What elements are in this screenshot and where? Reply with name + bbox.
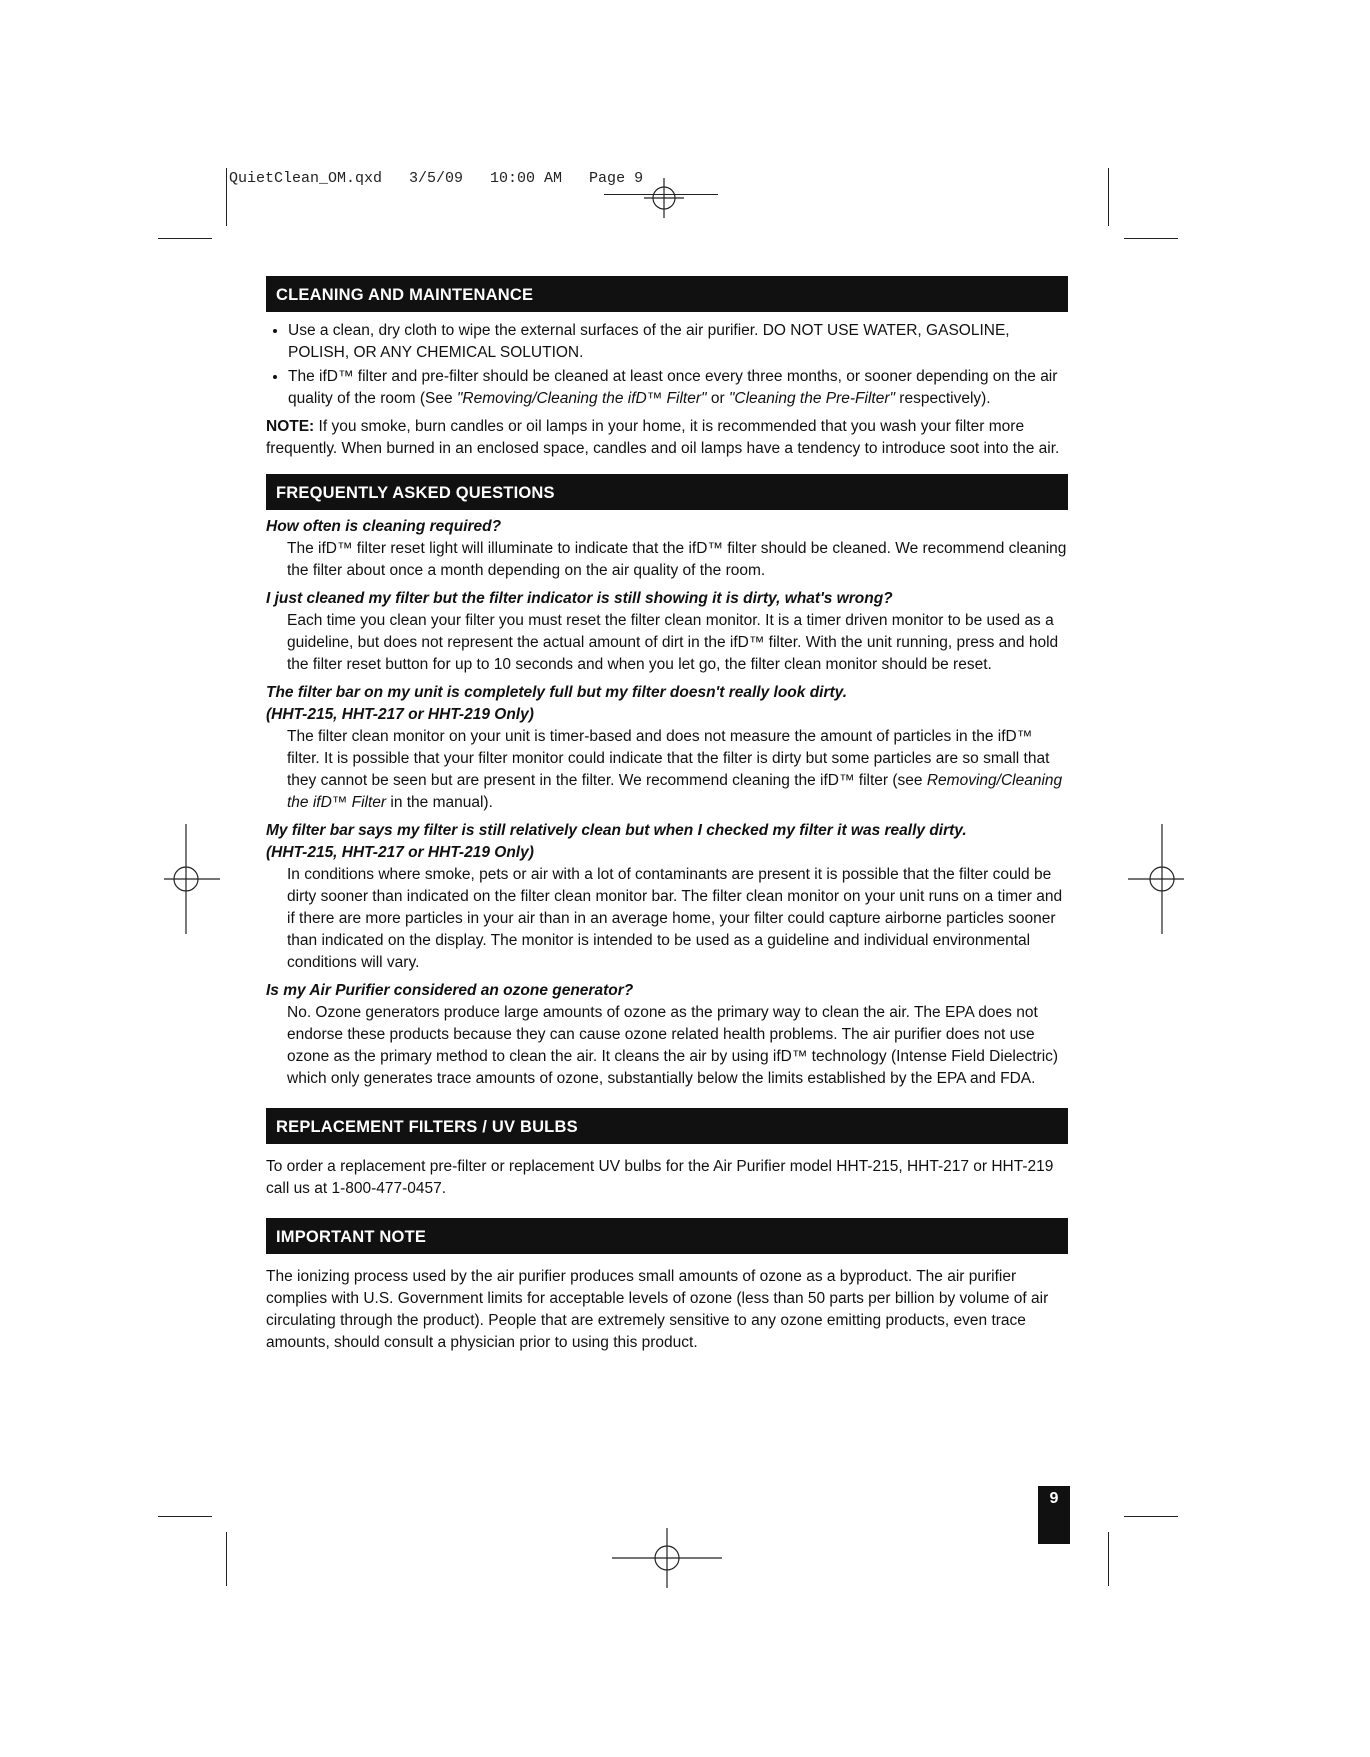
cleaning-bullet-2-or: or — [706, 390, 729, 407]
faq-answer-5: No. Ozone generators produce large amounts of ozone as the primary way to clean the air. The EPA does not endorse these products because they can cause ozone related health problems. The air purifier does not use ozone as the primary method to clean the air. It cleans the air by using ifD™ technology (Intense Field Dielectric) which only generates trace amounts of ozone, substantially below the limits established by the EPA and FDA. — [287, 1004, 1059, 1087]
crop-mark-top-left-vertical — [226, 168, 227, 226]
cleaning-bullet-list — [266, 320, 1068, 410]
faq-question-3 — [266, 682, 1068, 726]
note-text: If you smoke, burn candles or oil lamps in your home, it is recommended that you wash your filter more frequently. When burned in an enclosed space, candles and oil lamps have a tendency to introduce soot into the air. — [266, 418, 1060, 457]
crop-mark-bottom-left-horizontal — [158, 1516, 212, 1517]
faq-question-1: How often is cleaning required? — [266, 518, 502, 535]
cleaning-bullet-1: Use a clean, dry cloth to wipe the external surfaces of the air purifier. DO NOT USE WATER, GASOLINE, POLISH, OR ANY CHEMICAL SOLUTION. — [288, 322, 1010, 361]
faq-answer-3-end: in the manual). — [386, 794, 493, 811]
page-number-tab: 9 — [1038, 1486, 1070, 1544]
print-slug: QuietClean_OM.qxd 3/5/09 10:00 AM Page 9 — [229, 170, 644, 187]
list-item — [288, 320, 1068, 364]
faq-answer-4: In conditions where smoke, pets or air with a lot of contaminants are present it is possible that the filter could be dirty sooner than indicated on the filter clean monitor bar. The filter clean monitor on your unit runs on a timer and if there are more particles in your air than in an average home, your filter could capture airborne particles sooner than indicated on the display. The monitor is intended to be used as a guideline and individual environmental conditions will vary. — [287, 866, 1063, 971]
replacement-text: To order a replacement pre-filter or replacement UV bulbs for the Air Purifier model HHT-215, HHT-217 or HHT-219 call us at 1-800-477-0457. — [266, 1158, 1054, 1197]
faq-question-5: Is my Air Purifier considered an ozone generator? — [266, 982, 634, 999]
cleaning-note — [266, 416, 1068, 460]
cleaning-bullet-2-text: The ifD™ filter and pre-filter should be cleaned at least once every three months, or sooner depending on the air quality of the room (See — [288, 368, 1058, 407]
faq-question-3-line-2: (HHT-215, HHT-217 or HHT-219 Only) — [266, 706, 534, 723]
note-label: NOTE: — [266, 418, 315, 435]
faq-question-4 — [266, 820, 1068, 864]
cleaning-bullet-2-ref-prefilter: "Cleaning the Pre-Filter" — [728, 390, 895, 407]
registration-mark-left-icon — [164, 824, 220, 934]
section-heading-faq: FREQUENTLY ASKED QUESTIONS — [266, 474, 1068, 510]
crop-mark-bottom-left-vertical — [226, 1532, 227, 1586]
faq-question-4-line-1: My filter bar says my filter is still relatively clean but when I checked my filter it was really dirty. — [266, 822, 967, 839]
faq-question-2: I just cleaned my filter but the filter indicator is still showing it is dirty, what's wrong? — [266, 590, 893, 607]
faq-answer-3-ref: Removing/Cleaning the ifD™ Filter — [287, 772, 1063, 811]
section-heading-important-note: IMPORTANT NOTE — [266, 1218, 1068, 1254]
faq-answer-1: The ifD™ filter reset light will illuminate to indicate that the ifD™ filter should be cleaned. We recommend cleaning the filter about once a month depending on the air quality of the room. — [287, 540, 1067, 579]
crop-mark-top-right-vertical — [1108, 168, 1109, 226]
faq-question-3-line-1: The filter bar on my unit is completely full but my filter doesn't really look dirty. — [266, 684, 848, 701]
registration-mark-right-icon — [1128, 824, 1184, 934]
crop-mark-bottom-right-horizontal — [1124, 1516, 1178, 1517]
section-heading-cleaning: CLEANING AND MAINTENANCE — [266, 276, 1068, 312]
important-note-text: The ionizing process used by the air purifier produces small amounts of ozone as a byproduct. The air purifier complies with U.S. Government limits for acceptable levels of ozone (less than 50 parts per billion by volume of air circulating through the product). People that are extremely sensitive to any ozone emitting products, even trace amounts, should consult a physician prior to using this product. — [266, 1268, 1049, 1351]
faq-answer-3 — [266, 726, 1068, 814]
crop-mark-bottom-right-vertical — [1108, 1532, 1109, 1586]
faq-question-4-line-2: (HHT-215, HHT-217 or HHT-219 Only) — [266, 844, 534, 861]
list-item — [288, 366, 1068, 410]
registration-mark-bottom-icon — [612, 1528, 722, 1588]
faq-answer-2: Each time you clean your filter you must reset the filter clean monitor. It is a timer driven monitor to be used as a guideline, but does not represent the actual amount of dirt in the ifD™ filter. With the unit running, press and hold the filter reset button for up to 10 seconds and when you let go, the filter clean monitor should be reset. — [287, 612, 1059, 673]
registration-mark-top-icon — [644, 178, 684, 218]
faq-answer-3-text: The filter clean monitor on your unit is timer-based and does not measure the amount of particles in the ifD™ filter. It is possible that your filter monitor could indicate that the filter is dirty but some particles are so small that they cannot be seen but are present in the filter. We recommend cleaning the ifD™ filter (see — [287, 728, 1050, 789]
cleaning-bullet-2-end: respectively). — [895, 390, 991, 407]
cleaning-bullet-2-ref-filter: "Removing/Cleaning the ifD™ Filter" — [456, 390, 707, 407]
crop-mark-top-left-horizontal — [158, 238, 212, 239]
crop-mark-top-right-horizontal — [1124, 238, 1178, 239]
section-heading-replacement: REPLACEMENT FILTERS / UV BULBS — [266, 1108, 1068, 1144]
document-body — [266, 276, 1068, 1360]
